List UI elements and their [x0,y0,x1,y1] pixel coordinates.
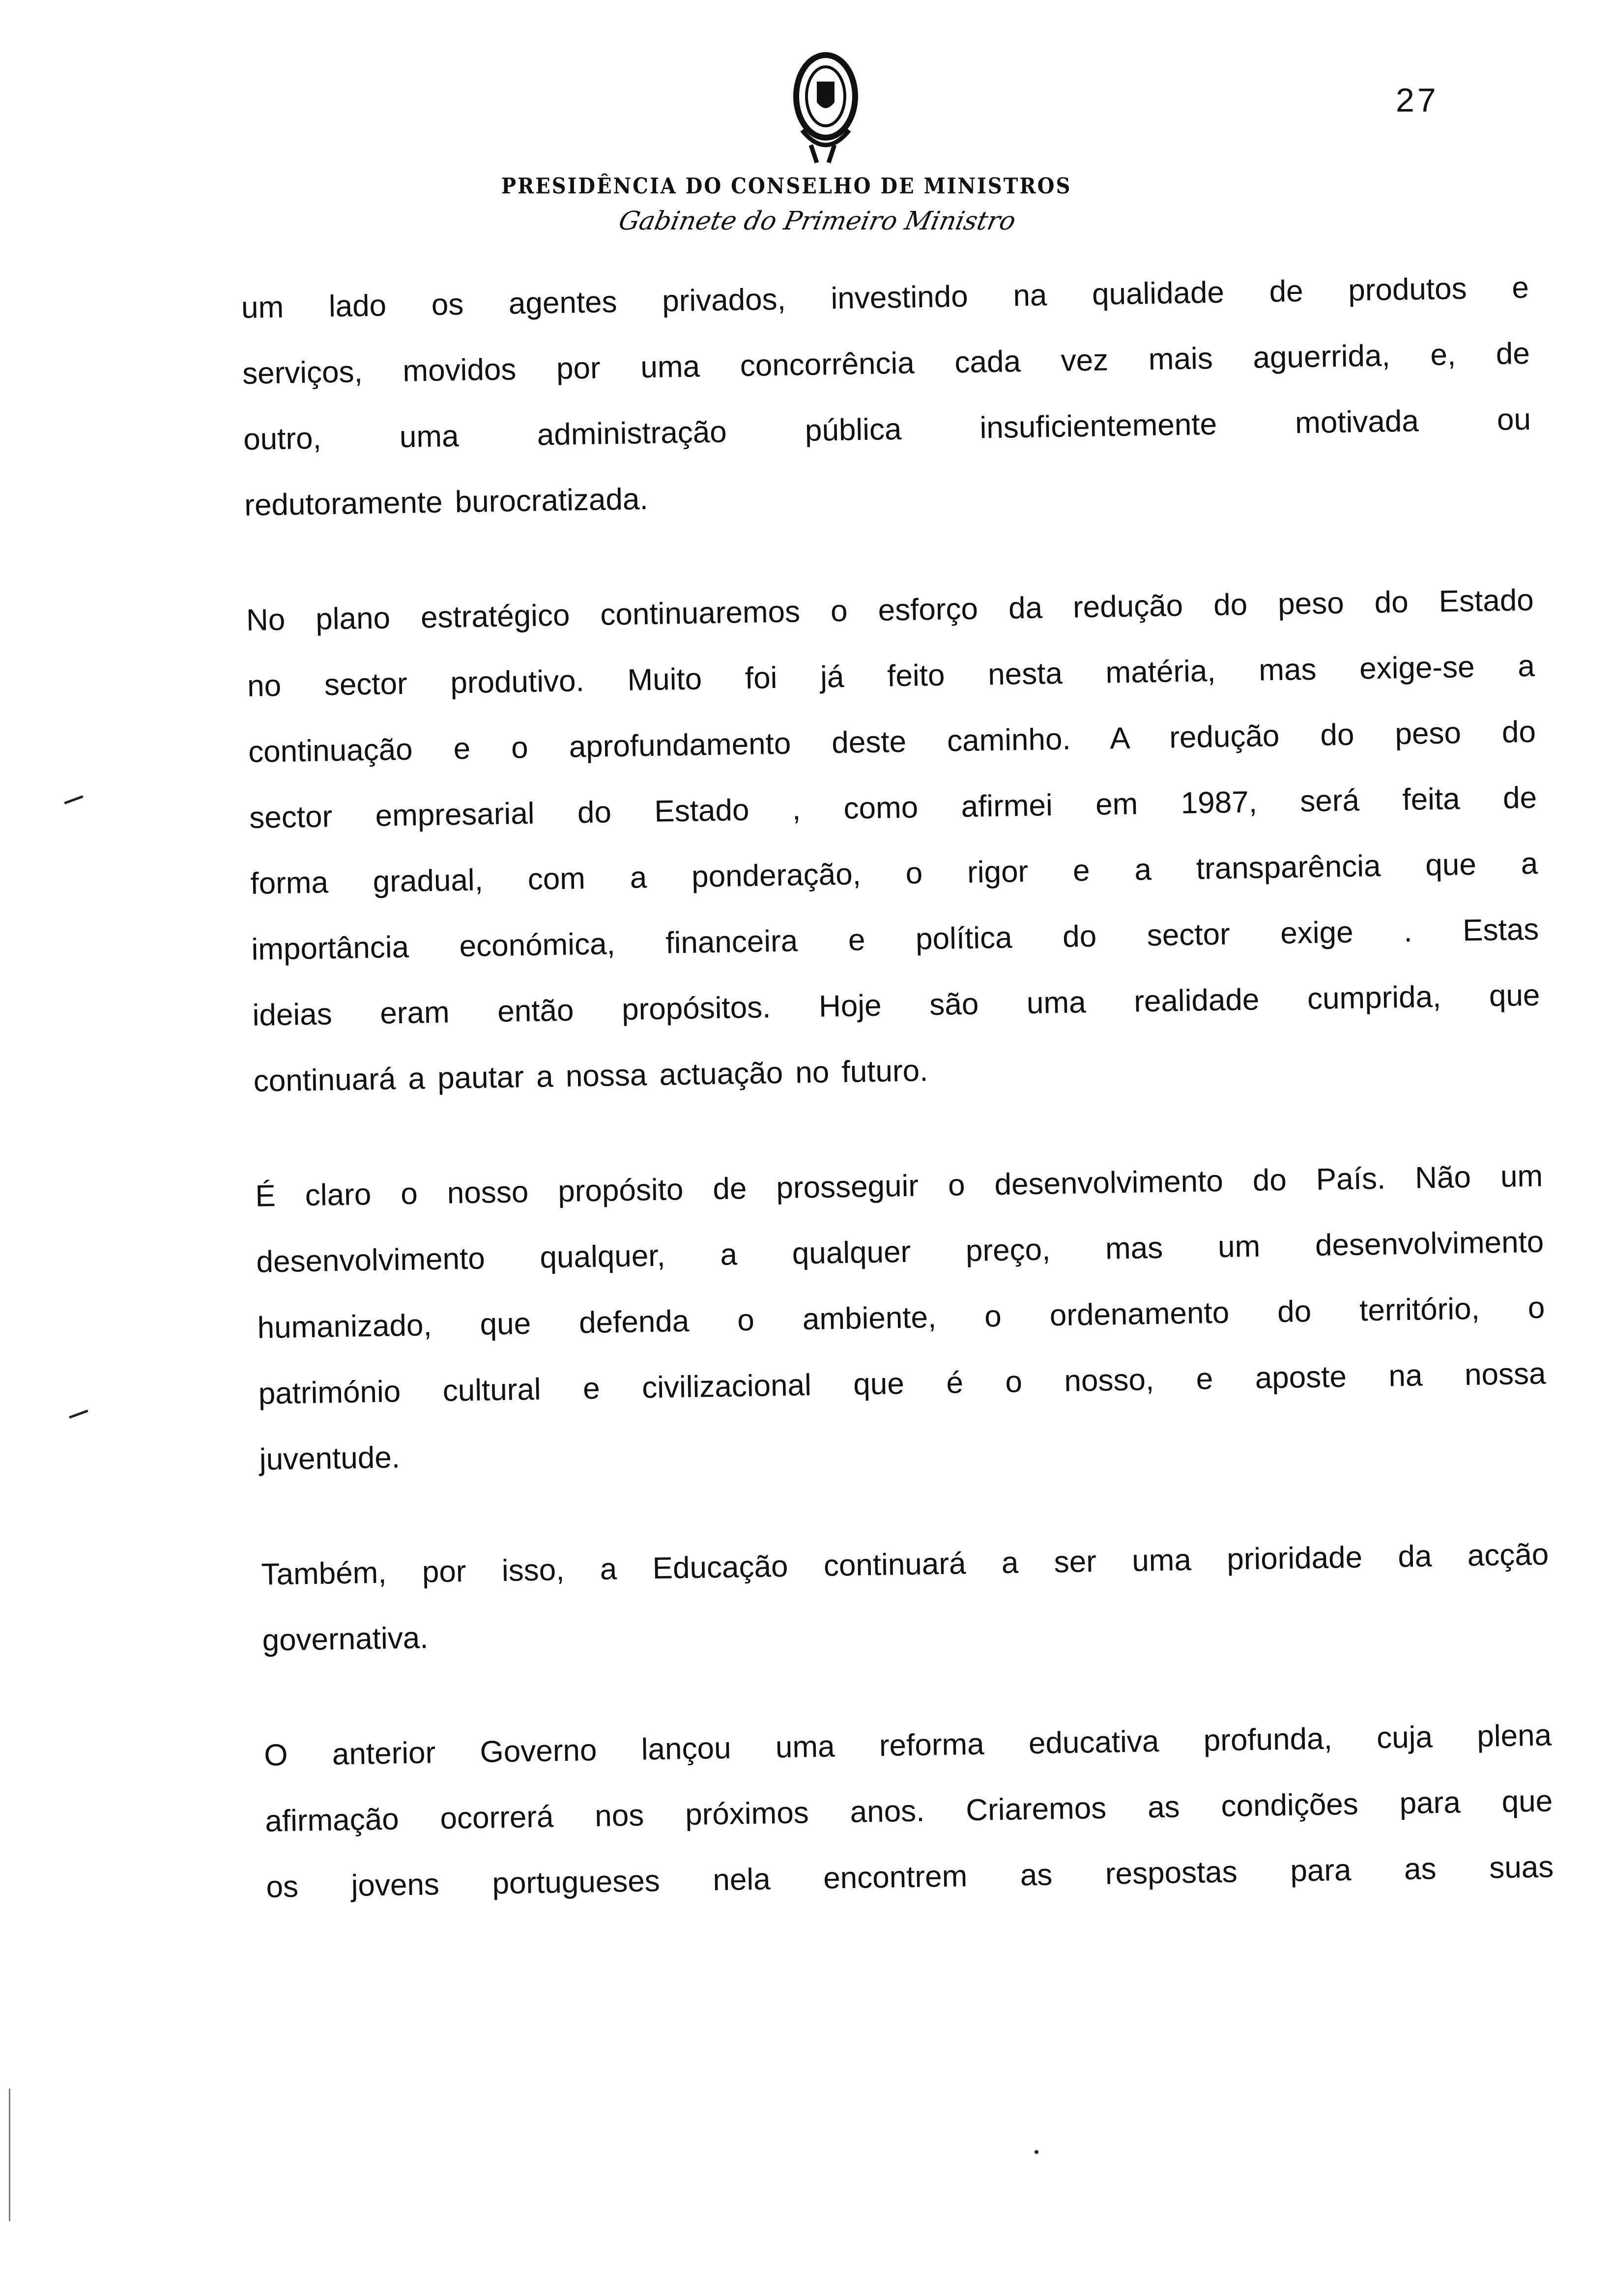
text-line: governativa. [262,1621,429,1658]
text-line: ideias eram então propósitos. Hoje são uma realidade cumprida, que [252,978,1540,1033]
scan-mark [69,1409,88,1418]
scan-edge [9,2089,10,2221]
text-line: continuará a pautar a nossa actuação no futuro. [253,1054,928,1098]
text-line: Também, por isso, a Educação continuará a ser uma prioridade da acção [260,1537,1549,1592]
text-line: forma gradual, com a ponderação, o rigor e a transparência que a [250,846,1538,901]
paragraph [263,1702,1554,1920]
scan-mark [1035,2150,1038,2154]
document-body [241,255,1555,1970]
text-line: serviços, movidos por uma concorrência cada vez mais aguerrida, e, de [242,336,1530,391]
text-line: outro, uma administração pública insuficientemente motivada ou [243,402,1531,457]
text-line: continuação e o aprofundamento deste caminho. A redução do peso do [248,715,1536,769]
paragraph [260,1522,1550,1674]
text-line: sector empresarial do Estado , como afirmei em 1987, será feita de [249,780,1537,835]
text-line: afirmação ocorrerá nos próximos anos. Criaremos as condições para que [264,1784,1553,1838]
office-subheading: Gabinete do Primeiro Ministro [616,206,1019,236]
text-line: património cultural e civilizacional que é o nosso, e aposte na nossa [258,1356,1546,1411]
page-number: 27 [1396,82,1439,119]
organization-heading: PRESIDÊNCIA DO CONSELHO DE MINISTROS [501,173,1072,199]
text-line: humanizado, que defenda o ambiente, o ordenamento do território, o [257,1291,1545,1345]
text-line: É claro o nosso propósito de prosseguir o desenvolvimento do País. Não um [255,1159,1543,1213]
text-line: desenvolvimento qualquer, a qualquer preço, mas um desenvolvimento [256,1225,1544,1279]
text-line: no sector produtivo. Muito foi já feito nesta matéria, mas exige-se a [247,649,1535,703]
text-line: importância económica, financeira e política do sector exige . Estas [251,912,1539,967]
scan-mark [64,795,83,804]
text-line: O anterior Governo lançou uma reforma educativa profunda, cuja plena [263,1718,1552,1773]
paragraph [246,568,1542,1115]
paragraph [255,1144,1547,1493]
text-line: juventude. [259,1440,401,1477]
text-line: os jovens portugueses nela encontrem as respostas para as suas [265,1850,1554,1904]
text-line: No plano estratégico continuaremos o esforço da redução do peso do Estado [246,583,1534,637]
text-line: um lado os agentes privados, investindo na qualidade de produtos e [241,270,1529,325]
text-line: redutoramente burocratizada. [244,482,649,522]
coat-of-arms-seal [781,49,870,167]
paragraph [241,255,1532,539]
